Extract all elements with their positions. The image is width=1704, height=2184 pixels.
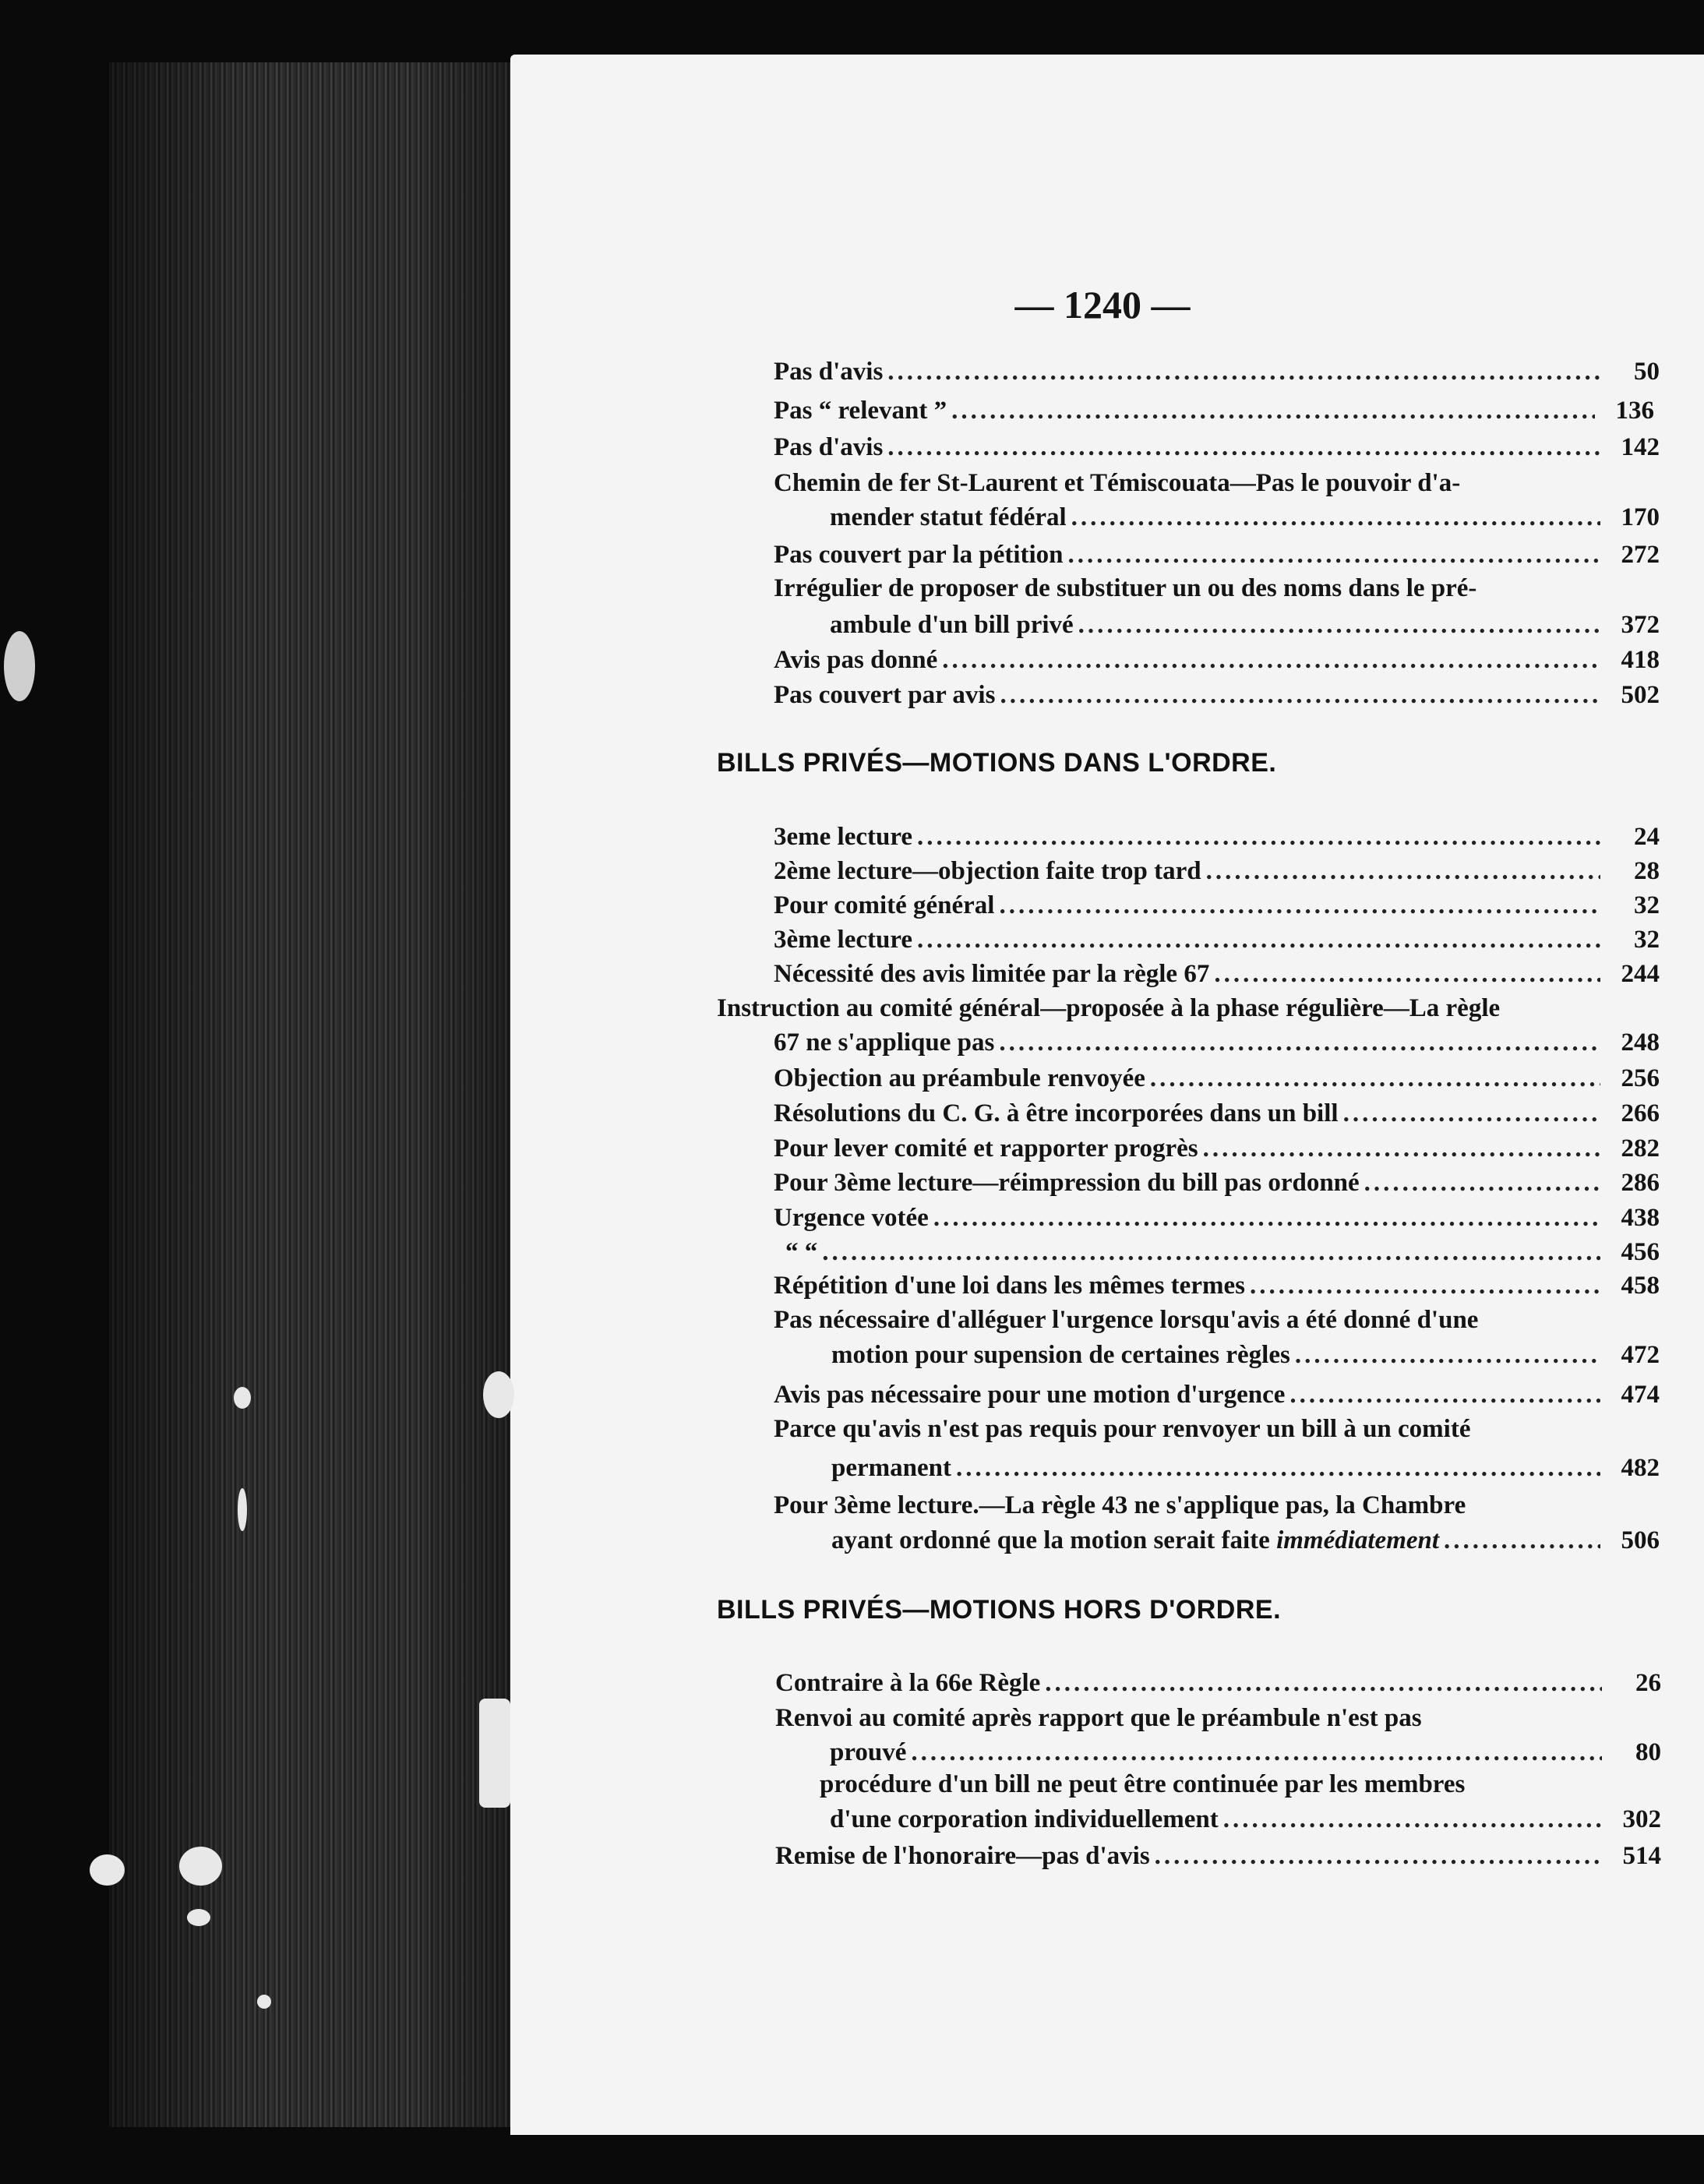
index-entry-line1: Parce qu'avis n'est pas requis pour renvoyer un bill à un comité: [774, 1415, 1471, 1443]
index-entry: motion pour supension de certaines règles ..... 472: [831, 1338, 1660, 1372]
page-number: — 1240 —: [1014, 283, 1191, 326]
index-entry-line1: Pour 3ème lecture.—La règle 43 ne s'applique pas, la Chambre: [774, 1491, 1466, 1519]
index-entry: ambule d'un bill privé ..... 372: [830, 608, 1660, 642]
index-entry: Pas d'avis ..... 50: [774, 355, 1660, 389]
index-entry: Pas d'avis ..... 142: [774, 430, 1660, 464]
index-entry: Résolutions du C. G. à être incorporées dans un bill ..... 266: [774, 1096, 1660, 1131]
index-entry: 3eme lecture ..... 24: [774, 820, 1660, 854]
index-entry: d'une corporation individuellement ..... 302: [830, 1802, 1661, 1836]
index-entry: 67 ne s'applique pas ..... 248: [774, 1025, 1660, 1060]
index-entry: Contraire à la 66e Règle ..... 26: [775, 1666, 1661, 1700]
index-entry-line1: Chemin de fer St-Laurent et Témiscouata—Pas le pouvoir d'a-: [774, 469, 1461, 497]
section-heading: BILLS PRIVÉS—MOTIONS HORS D'ORDRE.: [717, 1595, 1282, 1625]
index-entry: 3ème lecture ..... 32: [774, 923, 1660, 957]
index-entry: Objection au préambule renvoyée ..... 256: [774, 1061, 1660, 1096]
index-entry: ayant ordonné que la motion serait faite immédiatement ..... 506: [831, 1523, 1660, 1558]
index-entry: Avis pas nécessaire pour une motion d'urgence ..... 474: [774, 1378, 1660, 1412]
index-entry-line1: Instruction au comité général—proposée à la phase régulière—La règle: [717, 994, 1501, 1022]
index-entry-line1: procédure d'un bill ne peut être continuée par les membres: [820, 1770, 1466, 1798]
index-entry: “ “ ..... 456: [774, 1235, 1660, 1269]
index-entry: Pas couvert par avis ..... 502: [774, 678, 1660, 712]
index-entry: Remise de l'honoraire—pas d'avis ..... 514: [775, 1839, 1661, 1873]
section-heading: BILLS PRIVÉS—MOTIONS DANS L'ORDRE.: [717, 748, 1277, 778]
index-entry: permanent ..... 482: [831, 1451, 1660, 1485]
index-entry: prouvé ..... 80: [830, 1735, 1661, 1769]
index-entry: Urgence votée ..... 438: [774, 1201, 1660, 1235]
microfilm-page-edge: [109, 62, 514, 2127]
index-entry: Pour 3ème lecture—réimpression du bill pas ordonné ..... 286: [774, 1166, 1660, 1200]
index-entry: Pour comité général ..... 32: [774, 888, 1660, 923]
index-entry: Pas “ relevant ” ..... 136: [774, 393, 1654, 428]
index-entry: Nécessité des avis limitée par la règle 67 ..... 244: [774, 957, 1660, 991]
index-entry-line1: Irrégulier de proposer de substituer un ou des noms dans le pré-: [774, 574, 1477, 602]
index-entry: Pour lever comité et rapporter progrès ..... 282: [774, 1131, 1660, 1166]
index-entry: Pas couvert par la pétition ..... 272: [774, 538, 1660, 572]
index-entry: Avis pas donné ..... 418: [774, 643, 1660, 677]
index-entry-line1: Renvoi au comité après rapport que le préambule n'est pas: [775, 1704, 1422, 1732]
index-entry: Répétition d'une loi dans les mêmes termes ..... 458: [774, 1268, 1660, 1303]
index-entry: mender statut fédéral ..... 170: [830, 500, 1660, 535]
index-entry-line1: Pas nécessaire d'alléguer l'urgence lorsqu'avis a été donné d'une: [774, 1306, 1479, 1334]
index-entry: 2ème lecture—objection faite trop tard ..... 28: [774, 854, 1660, 888]
